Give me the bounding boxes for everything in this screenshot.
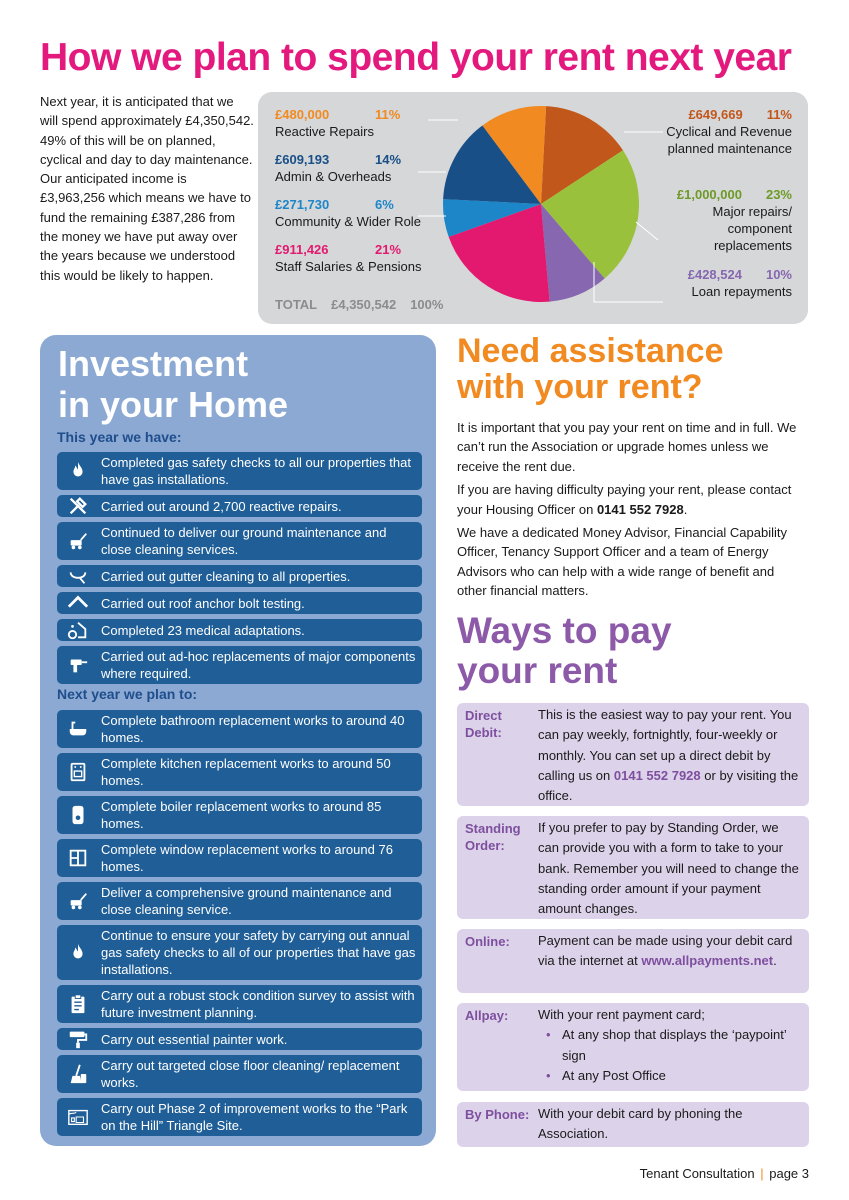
total-label: TOTAL [275, 297, 318, 312]
assistance-body [457, 418, 807, 605]
intro-text [40, 92, 255, 285]
online-label: Online: [465, 934, 510, 949]
allpay-option: • At any shop that displays the ‘paypoint’ sign [546, 1025, 800, 1066]
legend-reactive-repairs [275, 106, 400, 140]
investment-item-text: Carried out ad-hoc replacements of major components where required. [101, 649, 416, 681]
direct-debit-box [457, 703, 809, 806]
allpayments-link[interactable]: www.allpayments.net [641, 953, 774, 969]
publication-name: Tenant Consultation [639, 1166, 755, 1181]
direct-debit-phone[interactable]: 0141 552 7928 [613, 767, 701, 783]
investment-item-text: Carried out gutter cleaning to all properties. [101, 568, 351, 584]
online-link-suffix: . [773, 953, 777, 969]
investment-title [58, 343, 288, 425]
window-icon [57, 847, 99, 869]
investment-item-text: Complete boiler replacement works to around 85 homes. [101, 799, 382, 831]
investment-item-text: Carried out roof anchor bolt testing. [101, 595, 305, 611]
investment-item [57, 1028, 422, 1050]
allpay-description: With your rent payment card; [538, 1007, 705, 1022]
legend-label: Cyclical and Revenue planned maintenance [666, 124, 792, 156]
this-year-list [57, 452, 422, 689]
assistance-title [457, 333, 724, 405]
assistance-title-line-2: with your rent? [457, 368, 703, 406]
legend-percent: 14% [375, 152, 402, 167]
legend-label: Community & Wider Role [275, 214, 421, 229]
investment-item [57, 452, 422, 490]
legend-amount: £428,524 [687, 267, 742, 282]
wheelchair-home-icon [57, 619, 99, 641]
next-year-heading: Next year we plan to: [57, 686, 198, 702]
allpay-option: • At any Post Office [546, 1066, 800, 1086]
intro-paragraph-2: Our anticipated income is £3,963,256 which means we have to fund the remaining £387,286 from the money we have put away over the years because we understood this would be likely to happen. [40, 171, 252, 283]
label-line: Order: [465, 838, 505, 853]
investment-item [57, 839, 422, 877]
allpay-options [538, 1025, 800, 1086]
legend-staff-salaries [275, 241, 421, 275]
allpay-text [538, 1005, 800, 1086]
legend-percent: 11% [766, 107, 792, 122]
boiler-icon [57, 804, 99, 826]
label-line: Direct [465, 708, 502, 723]
direct-debit-text [538, 705, 800, 806]
direct-debit-description: This is the easiest way to pay your rent. You can pay weekly, fortnightly, four-weekly or monthly. You can set up a direct debit by calling us on [538, 707, 792, 783]
legend-amount: £649,669 [688, 107, 743, 122]
assistance-contact-end: . [683, 501, 688, 517]
cooker-icon [57, 761, 99, 783]
investment-item [57, 646, 422, 684]
legend-amount: £911,426 [275, 242, 329, 257]
legend-percent: 23% [765, 187, 792, 202]
tools-icon [57, 495, 99, 517]
paint-roller-icon [57, 1028, 99, 1050]
investment-item-text: Complete bathroom replacement works to around 40 homes. [101, 713, 405, 745]
legend-community [275, 196, 421, 230]
direct-debit-label [465, 707, 535, 741]
investment-item [57, 495, 422, 517]
bath-icon [57, 718, 99, 740]
legend-amount: £609,193 [275, 152, 330, 167]
online-description: Payment can be made using your debit card via the internet at [538, 933, 793, 969]
legend-loan-repayments [652, 266, 792, 300]
plan-icon [57, 1106, 99, 1128]
investment-title-line-2: in your Home [58, 384, 289, 425]
ways-to-pay-title [457, 611, 672, 691]
assistance-paragraph-1: It is important that you pay your rent on time and in full. We can’t run the Association or upgrade homes unless we receive the rent due. [457, 420, 797, 474]
standing-order-text: If you prefer to pay by Standing Order, we can provide you with a form to take to your bank. Remember you will need to change the standing order amount if your payment amount changes. [538, 820, 799, 917]
chart-total [275, 297, 457, 312]
assistance-contact-text: If you are having difficulty paying your rent, please contact your Housing Officer on [457, 482, 792, 517]
investment-item-text: Complete window replacement works to around 76 homes. [101, 842, 393, 874]
phone-box [457, 1102, 809, 1147]
drill-icon [57, 654, 99, 676]
gutter-icon [57, 565, 99, 587]
lawnmower-icon [57, 530, 99, 552]
footer-separator: | [760, 1166, 764, 1181]
legend-amount: £480,000 [275, 107, 330, 122]
investment-item [57, 710, 422, 748]
label-line: Debit: [465, 725, 502, 740]
legend-label: Loan repayments [691, 284, 792, 299]
investment-item-text: Completed gas safety checks to all our properties that have gas installations. [101, 455, 411, 487]
phone-label: By Phone: [465, 1107, 530, 1122]
investment-item-text: Completed 23 medical adaptations. [101, 622, 305, 638]
investment-item [57, 925, 422, 980]
legend-amount: £271,730 [275, 197, 330, 212]
investment-item [57, 1055, 422, 1093]
investment-item [57, 796, 422, 834]
standing-order-label [465, 820, 535, 854]
label-line: Standing [465, 821, 521, 836]
legend-label: Reactive Repairs [275, 124, 374, 139]
total-percent: 100% [410, 297, 444, 312]
flame-icon [57, 942, 99, 964]
investment-item [57, 619, 422, 641]
legend-percent: 11% [375, 107, 401, 122]
allpay-label: Allpay: [465, 1008, 509, 1023]
cleaning-icon [57, 1063, 99, 1085]
legend-label: Staff Salaries & Pensions [275, 259, 422, 274]
housing-officer-phone[interactable]: 0141 552 7928 [596, 501, 684, 517]
assistance-paragraph-2 [457, 480, 807, 519]
assistance-paragraph-3: We have a dedicated Money Advisor, Financial Capability Officer, Tenancy Support Officer and a team of Energy Advisors who can help with a wide range of benefit and other financial matters. [457, 525, 788, 599]
investment-item-text: Carry out essential painter work. [101, 1031, 288, 1047]
investment-item-text: Carried out around 2,700 reactive repairs. [101, 498, 342, 514]
flame-icon [57, 460, 99, 482]
investment-item-text: Continued to deliver our ground maintenance and close cleaning services. [101, 525, 387, 557]
investment-item [57, 522, 422, 560]
standing-order-box [457, 816, 809, 919]
investment-item-text: Complete kitchen replacement works to around 50 homes. [101, 756, 391, 788]
clipboard-icon [57, 993, 99, 1015]
next-year-list [57, 710, 422, 1141]
legend-percent: 21% [375, 242, 402, 257]
investment-panel [40, 335, 436, 1146]
legend-amount: £1,000,000 [676, 187, 742, 202]
total-amount: £4,350,542 [331, 297, 397, 312]
investment-title-line-1: Investment [58, 343, 249, 384]
legend-percent: 10% [765, 267, 792, 282]
intro-paragraph-1: Next year, it is anticipated that we will spend approximately £4,350,542. 49% of this will be on planned, cyclical and day to day maintenance. [40, 94, 254, 167]
online-box [457, 929, 809, 993]
legend-percent: 6% [375, 197, 394, 212]
investment-item-text: Carry out a robust stock condition survey to assist with future investment planning. [101, 988, 415, 1020]
roof-icon [57, 592, 99, 614]
assistance-title-line-1: Need assistance [457, 332, 724, 370]
online-text [538, 931, 800, 972]
ways-title-line-2: your rent [457, 650, 618, 691]
page-number: page 3 [769, 1166, 809, 1181]
lawnmower-icon [57, 890, 99, 912]
investment-item [57, 1098, 422, 1136]
legend-major-repairs [652, 186, 792, 254]
legend-cyclical [652, 106, 792, 157]
investment-item-text: Continue to ensure your safety by carrying out annual gas safety checks to all of our properties that have gas installations. [101, 928, 416, 977]
investment-item [57, 753, 422, 791]
phone-text: With your debit card by phoning the Association. [538, 1106, 743, 1142]
investment-item [57, 882, 422, 920]
investment-item [57, 565, 422, 587]
investment-item-text: Carry out targeted close floor cleaning/ replacement works. [101, 1058, 400, 1090]
investment-item-text: Carry out Phase 2 of improvement works to the “Park on the Hill” Triangle Site. [101, 1101, 408, 1133]
investment-item-text: Deliver a comprehensive ground maintenance and close cleaning service. [101, 885, 392, 917]
direct-debit-description-end: or by visiting the office. [538, 767, 799, 804]
legend-label: Admin & Overheads [275, 169, 392, 184]
page-title: How we plan to spend your rent next year [40, 36, 792, 79]
investment-item [57, 592, 422, 614]
legend-admin-overheads [275, 151, 401, 185]
investment-item [57, 985, 422, 1023]
legend-label: Major repairs/ component replacements [712, 204, 792, 253]
this-year-heading: This year we have: [57, 429, 182, 445]
ways-title-line-1: Ways to pay [457, 610, 672, 651]
spending-chart-panel [258, 92, 808, 324]
allpay-box [457, 1003, 809, 1091]
page-footer [640, 1166, 809, 1181]
